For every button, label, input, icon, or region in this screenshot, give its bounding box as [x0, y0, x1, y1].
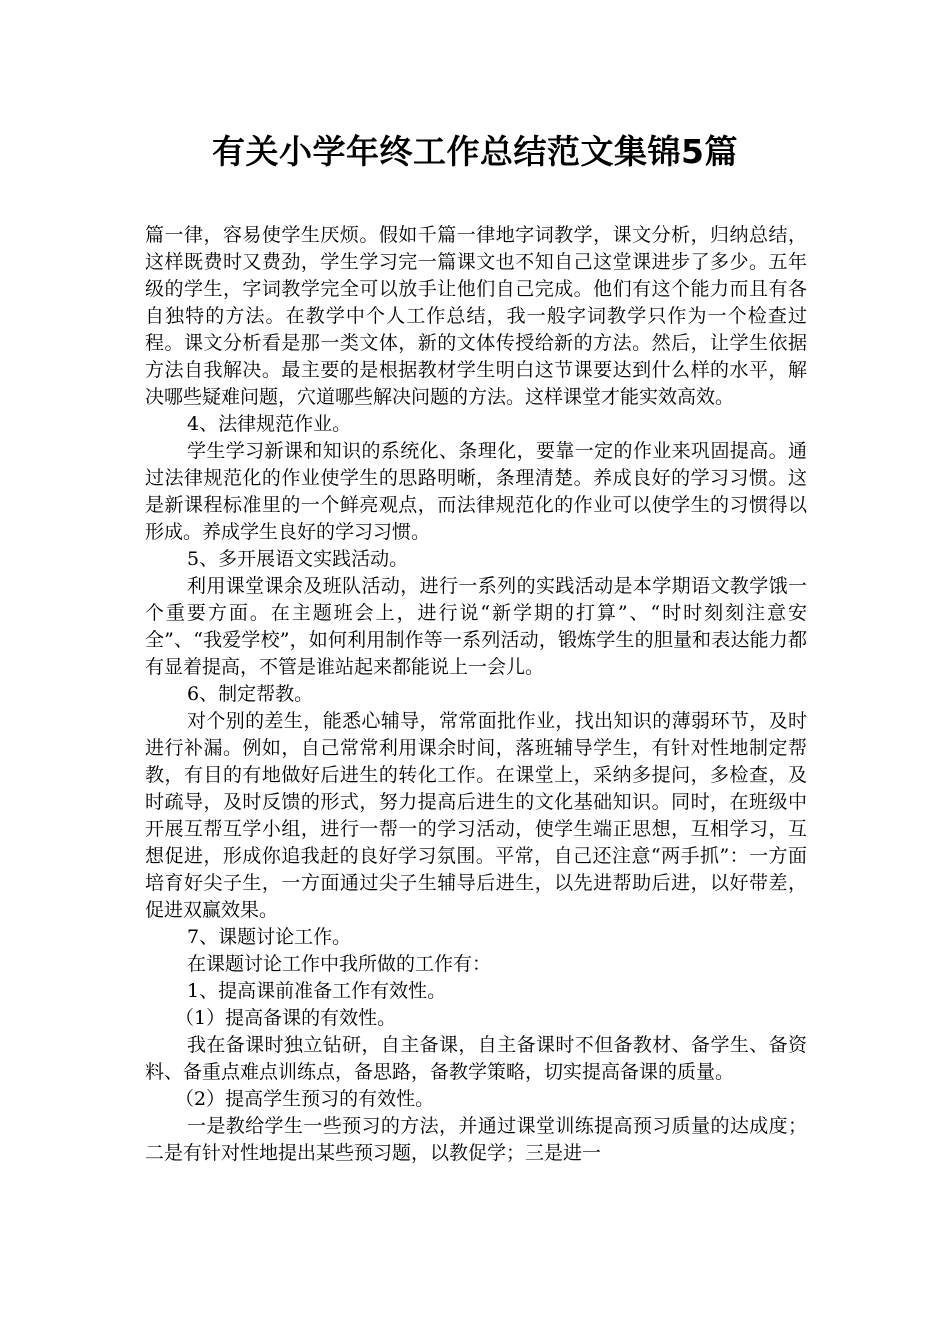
subheading-1-1: （1）提高备课的有效性。 [175, 1007, 397, 1029]
paragraph-7: 一是教给学生一些预习的方法，并通过课堂训练提高预习质量的达成度；二是有针对性地提出某些预习题，以教促学；三是进一 [145, 1115, 807, 1164]
subheading-1-2: （2）提高学生预习的有效性。 [175, 1088, 435, 1110]
document-title: 有关小学年终工作总结范文集锦5篇 [212, 132, 738, 171]
paragraph-4: 对个别的差生，能悉心辅导，常常面批作业，找出知识的薄弱环节，及时进行补漏。例如，自己常常利用课余时间，落班辅导学生，有针对性地制定帮教，有目的有地做好后进生的转化工作。在课堂上，采纳多提问，多检查，及时疏导，及时反馈的形式，努力提高后进生的文化基础知识。同时，在班级中开展互帮互学小组，进行一帮一的学习活动，使学生端正思想，互相学习，互想促进，形成你追我赶的良好学习氛围。平常，自己还注意“两手抓”：一方面培育好尖子生，一方面通过尖子生辅导后进生，以先进帮助后进，以好带差，促进双赢效果。 [145, 710, 807, 921]
section-heading-4: 4、法律规范作业。 [187, 413, 352, 435]
paragraph-1: 篇一律，容易使学生厌烦。假如千篇一律地字词教学，课文分析，归纳总结，这样既费时又费劲，学生学习完一篇课文也不知自己这堂课进步了多少。五年级的学生，字词教学完全可以放手让他们自己完成。他们有这个能力而且有各自独特的方法。在教学中个人工作总结，我一般字词教学只作为一个检查过程。课文分析看是那一类文体，新的文体传授给新的方法。然后，让学生依据方法自我解决。最主要的是根据教材学生明白这节课要达到什么样的水平，解决哪些疑难问题，穴道哪些解决问题的方法。这样课堂才能实效高效。 [145, 224, 807, 408]
subheading-1: 1、提高课前准备工作有效性。 [187, 980, 447, 1002]
section-heading-5: 5、多开展语文实践活动。 [187, 548, 409, 570]
document-body [145, 222, 807, 1167]
paragraph-5: 在课题讨论工作中我所做的工作有： [187, 953, 492, 975]
paragraph-3: 利用课堂课余及班队活动，进行一系列的实践活动是本学期语文教学饿一个重要方面。在主题班会上，进行说“新学期的打算”、“时时刻刻注意安全”、“我爱学校”，如何利用制作等一系列活动，锻炼学生的胆量和表达能力都有显着提高，不管是谁站起来都能说上一会儿。 [145, 575, 807, 678]
paragraph-6: 我在备课时独立钻研，自主备课，自主备课时不但备教材、备学生、备资料、备重点难点训练点，备思路，备教学策略，切实提高备课的质量。 [145, 1034, 807, 1083]
paragraph-2: 学生学习新课和知识的系统化、条理化，要靠一定的作业来巩固提高。通过法律规范化的作业使学生的思路明晰，条理清楚。养成良好的学习习惯。这是新课程标准里的一个鲜亮观点，而法律规范化的作业可以使学生的习惯得以形成。养成学生良好的学习习惯。 [145, 440, 807, 543]
section-heading-7: 7、课题讨论工作。 [187, 926, 352, 948]
section-heading-6: 6、制定帮教。 [187, 683, 314, 705]
